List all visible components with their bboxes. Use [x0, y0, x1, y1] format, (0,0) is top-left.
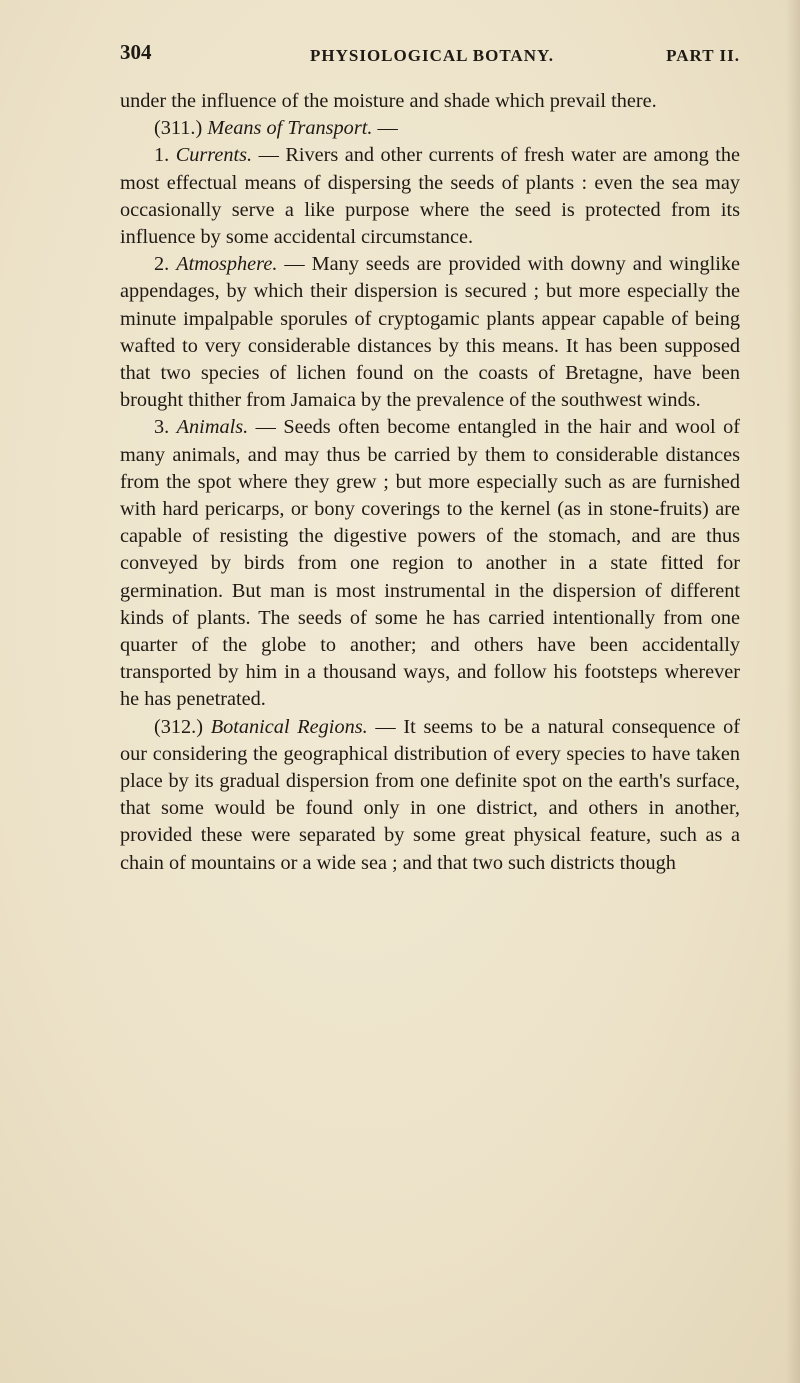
section-label: (311.) [154, 117, 208, 140]
section-title: Means of Transport. [207, 117, 373, 140]
paragraph-currents [120, 142, 740, 251]
item-label: 1. [154, 144, 176, 167]
section-title: Botanical Regions. [210, 715, 368, 738]
body-text [120, 88, 740, 877]
section-dash: — [372, 117, 398, 140]
item-text: — Seeds often become entangled in the hair and wool of many animals, and may thus be carried by them to considerable distances from the spot where they grew ; but more especially such as are furnished with hard pericarps, or bony coverings to the kernel (as in stone-fruits) are capable of resisting the digestive powers of the stomach, and are thus conveyed by birds from one region to another in a state fitted for germination. But man is most instrumental in the dispersion of different kinds of plants. The seeds of some he has carried intentionally from one quarter of the globe to another; and others have been accidentally transported by him in a thousand ways, and follow his footsteps wherever he has penetrated. [120, 416, 741, 711]
section-label: (312.) [154, 715, 211, 738]
item-label: 3. [154, 416, 177, 439]
paragraph-continuation: under the influence of the moisture and shade which prevail there. [120, 90, 657, 112]
page-edge-shadow [786, 0, 800, 1383]
part-label: PART II. [666, 46, 740, 65]
item-text: — Many seeds are provided with downy and winglike appendages, by which their dispersion is secured ; but more especially the minute impalpable sporules of cryptogamic plants appear capable of being wafted to very considerable distances by this means. It has been supposed that two species of lichen found on the coasts of Bretagne, have been brought thither from Jamaica by the prevalence of the southwest winds. [120, 253, 740, 412]
page-number: 304 [120, 40, 152, 64]
running-title: PHYSIOLOGICAL BOTANY. [310, 46, 554, 65]
section-311-heading [120, 115, 740, 142]
section-text: — It seems to be a natural consequence of our considering the geographical distribution of every species to have taken place by its gradual dispersion from one definite spot on the earth's surface, that some would be found only in one district, and others in another, provided these were separated by some great physical feature, such as a chain of mountains or a wide sea ; and that two such districts though [120, 715, 740, 874]
item-label: 2. [154, 253, 177, 276]
item-heading: Atmosphere. [176, 253, 278, 276]
paragraph-animals [120, 414, 740, 713]
running-head [120, 40, 740, 76]
item-heading: Currents. [175, 144, 253, 167]
section-312-paragraph [120, 714, 740, 877]
item-heading: Animals. [176, 416, 249, 439]
item-text: — Rivers and other currents of fresh water are among the most effectual means of dispersing the seeds of plants : even the sea may occasionally serve a like purpose where the seed is protected from its influence by some accidental circumstance. [120, 144, 740, 249]
paragraph-atmosphere [120, 251, 740, 414]
